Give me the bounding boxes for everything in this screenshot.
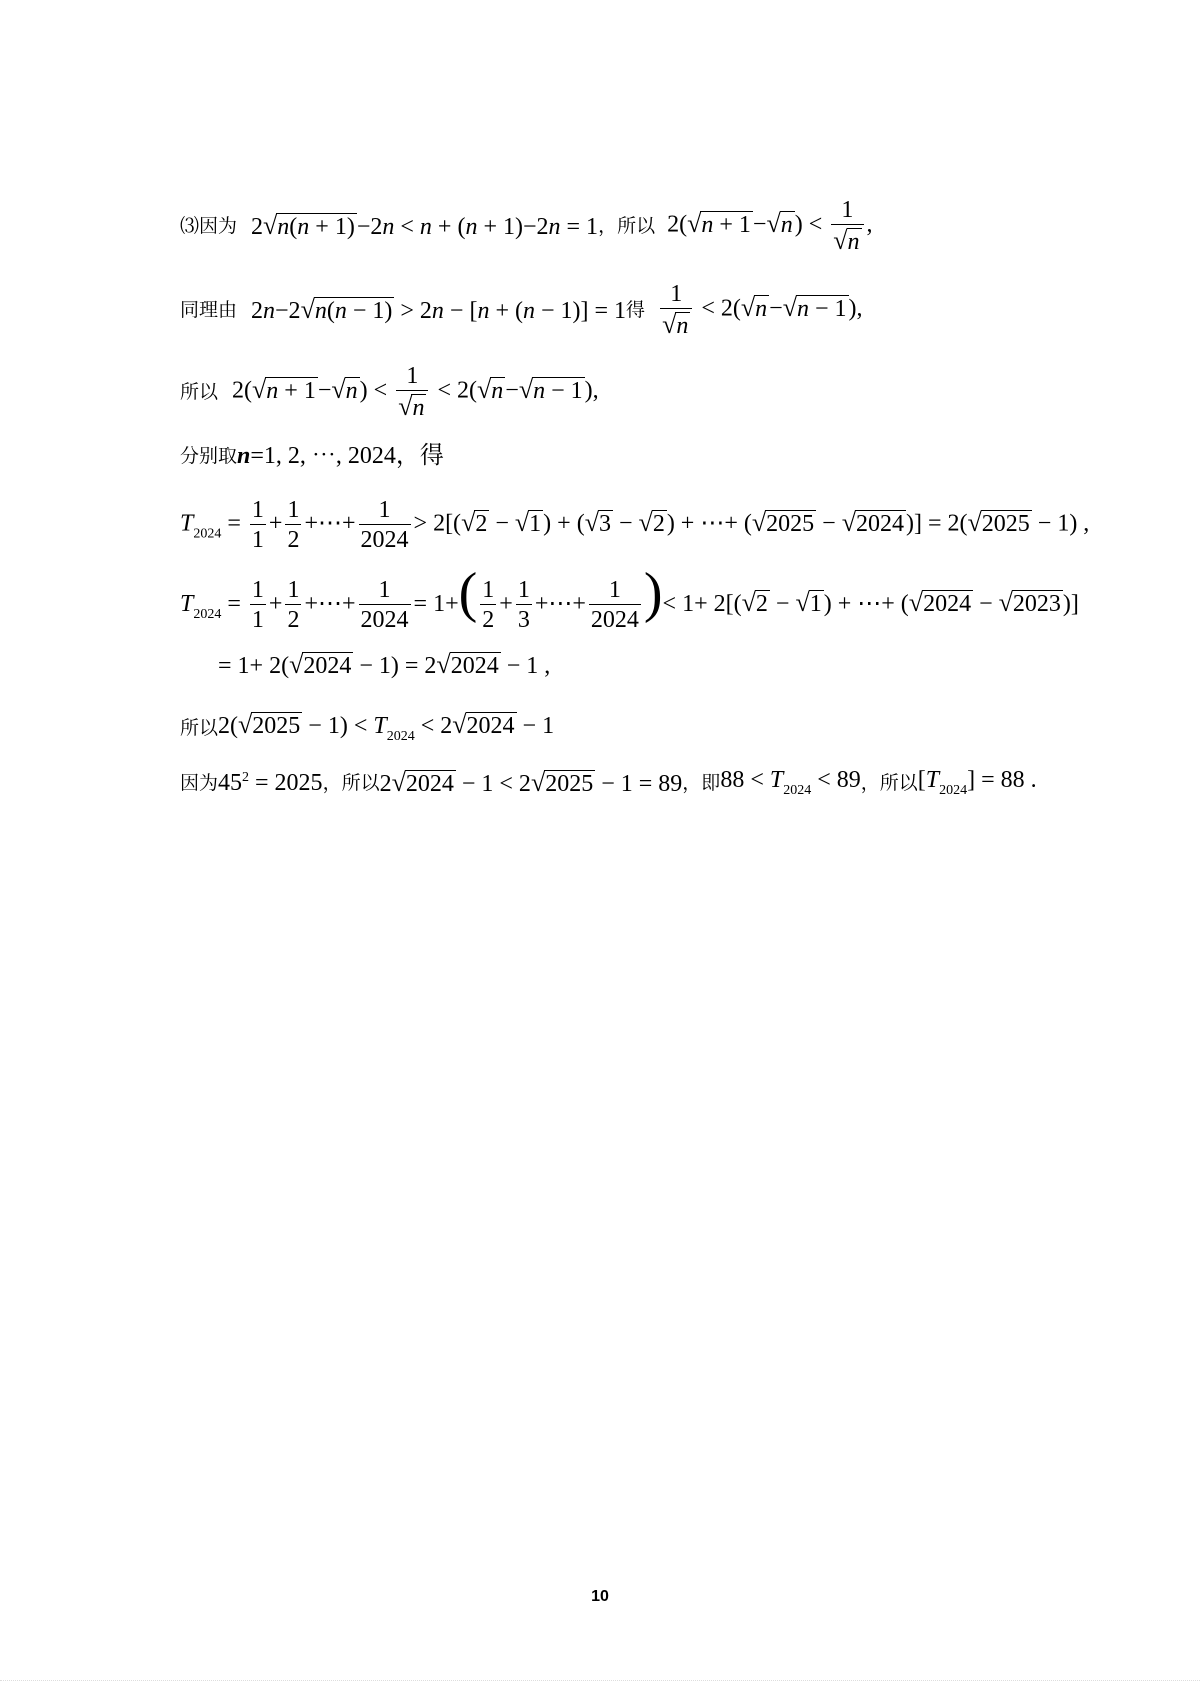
text-so: ，所以 xyxy=(322,771,380,794)
page-bottom-rule xyxy=(0,1680,1200,1681)
formula-13: $[T_{2024}] = 88$ . xyxy=(917,767,1037,798)
text-so: 所以 xyxy=(180,716,219,739)
formula-6: $T_{2024}$ = $\frac{1}{1}$ + $\frac{1}{2}$ +⋯+ $\frac{1}{2024}$ > 2[( √ 2 − √ 1 ) + ( √ 3 − √ 2 ) + ⋯+ ( √ 2025 − √ 2024 )] = 2( √ 2025 − 1) , xyxy=(180,497,1090,553)
formula-12: $88 < T_{2024} < 89$ xyxy=(720,767,861,798)
text-namely: ，即 xyxy=(682,771,721,794)
formula-11: 2 √ 2024 − 1 < 2 √ 2025 − 1 = 89 xyxy=(379,768,683,797)
formula-3: 2n−2 √ n(n − 1) > 2n − [n + (n − 1)] = 1 xyxy=(251,295,627,324)
formula-7: $T_{2024}$ = $\frac{1}{1}$ + $\frac{1}{2}$ +⋯+ $\frac{1}{2024}$ = 1+( $\frac{1}{2}$ + $\frac{1}{3}$ +⋯+ $\frac{1}{2024}$ )< 1+ 2[( √ 2 − √ 1 ) + ⋯+ ( √ 2024 − √ 2023 )] xyxy=(180,562,1079,634)
text-so: ，所以 xyxy=(860,771,918,794)
formula-5: 2( √ n + 1 − √ n ) < 1 √ n < 2( √ n − √ n − 1 ), xyxy=(232,363,599,421)
page-number: 10 xyxy=(591,1588,609,1605)
formula-1: 2 √ n(n + 1) −2n < n + (n + 1)−2n = 1 xyxy=(251,211,599,240)
var-n: n xyxy=(237,443,251,469)
text-so: 所以 xyxy=(180,380,219,403)
proof-line-6 xyxy=(180,562,1079,634)
formula-10: $45^2 = 2025$ xyxy=(218,770,323,796)
proof-line-9 xyxy=(180,768,1037,798)
formula-2: 2( √ n + 1 − √ n ) < 1 √ n , xyxy=(667,197,873,255)
text-take: 分别取 xyxy=(180,444,238,467)
text-because: ⑶因为 xyxy=(180,214,238,237)
proof-line-7 xyxy=(218,652,550,678)
proof-line-3 xyxy=(180,364,599,420)
proof-line-4 xyxy=(180,444,444,468)
text-get: 得 xyxy=(626,298,646,321)
text-so: ，所以 xyxy=(598,214,656,237)
formula-9: 2( √ 2025 − $1) < T_{2024} < 2$ √ 2024 − 1 xyxy=(218,710,555,744)
text-take-values: 1, 2, ⋯, 2024，得 xyxy=(263,443,444,469)
text-because: 因为 xyxy=(180,771,219,794)
text-similarly: 同理由 xyxy=(180,298,238,321)
proof-line-2 xyxy=(180,282,863,338)
proof-line-1 xyxy=(180,198,873,254)
proof-line-8 xyxy=(180,712,554,744)
formula-eq: = xyxy=(250,443,264,469)
formula-8: = 1+ 2( √ 2024 − 1) = 2 √ 2024 − 1 , xyxy=(218,650,551,679)
proof-line-5 xyxy=(180,498,1089,552)
formula-4: 1 √ n < 2( √ n − √ n − 1 ), xyxy=(662,281,863,339)
